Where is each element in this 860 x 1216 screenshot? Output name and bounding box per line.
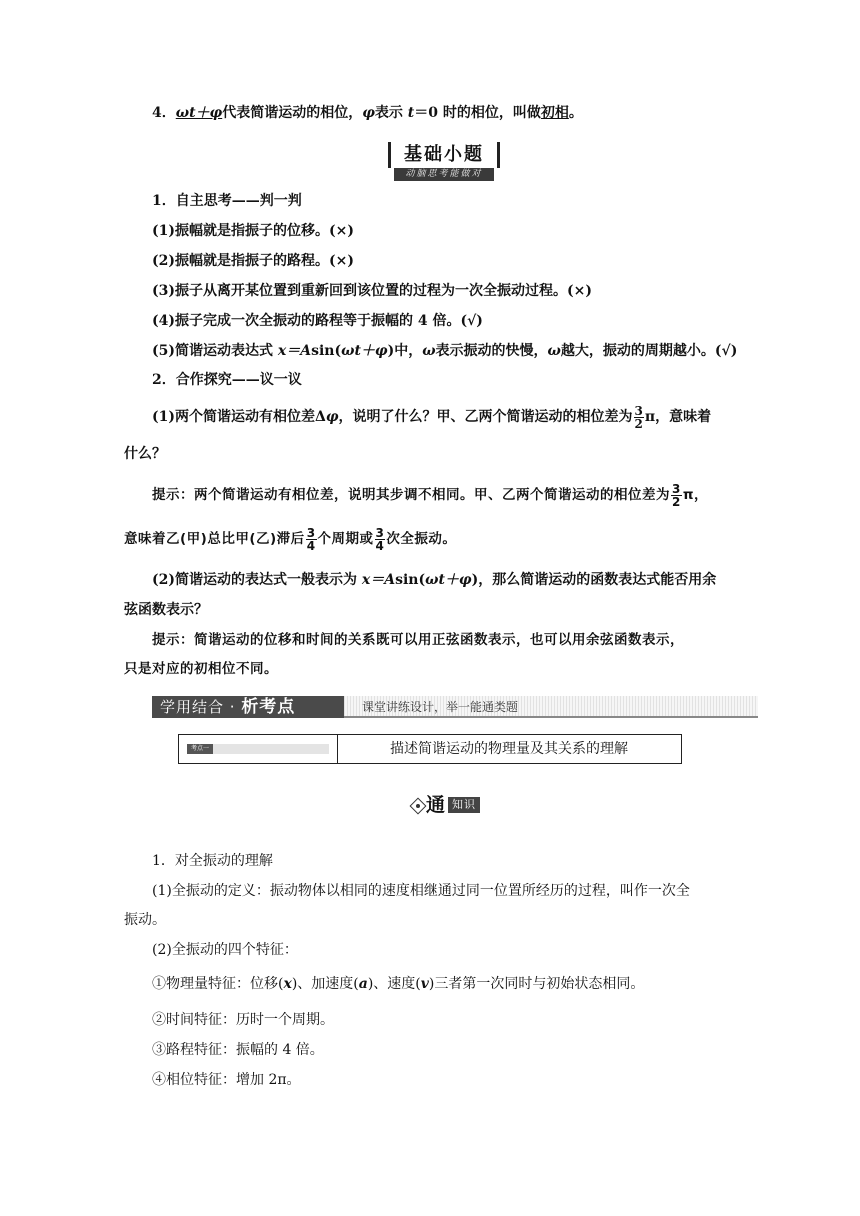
section-banner-title	[152, 696, 344, 718]
banner-title: 基础小题	[388, 142, 500, 168]
topic-tag: 考点一	[187, 744, 213, 754]
badge-small-text: 知识	[448, 797, 480, 813]
feature-4: ④相位特征：增加 2π。	[152, 1072, 301, 1088]
x-symbol: x	[283, 976, 292, 992]
judge-item: (2)振幅就是指振子的路程。(×)	[152, 253, 354, 269]
hint-label: 提示：	[152, 632, 194, 648]
fraction-3-over-2	[634, 405, 644, 430]
formula-part: x＝A	[361, 572, 396, 588]
fraction-numerator: 3	[672, 481, 681, 496]
text-span: (5)简谐运动表达式	[152, 343, 278, 359]
knowledge-heading: 1．对全振动的理解	[152, 853, 273, 869]
v-symbol: v	[420, 976, 429, 992]
section-banner	[152, 696, 758, 718]
text-span: )三者第一次同时与初始状态相同。	[428, 976, 645, 992]
formula-part: x＝A	[277, 343, 312, 359]
phi-symbol: φ	[362, 105, 375, 121]
hint-1-line2	[124, 525, 456, 553]
formula-part: ωt＋φ	[341, 343, 388, 359]
phase-expression: ωt＋φ	[175, 105, 223, 121]
formula-part: sin(	[311, 343, 342, 359]
text-span: 次全振动。	[386, 531, 457, 547]
text-span: 越大，振动的周期越小。(√)	[560, 343, 738, 359]
self-think-heading: 1．自主思考——判一判	[152, 193, 302, 209]
cooperate-heading: 2．合作探究——议一议	[152, 372, 302, 388]
omega-symbol: ω	[547, 343, 561, 359]
features-heading: (2)全振动的四个特征：	[152, 942, 298, 958]
text-span: 。	[568, 105, 583, 121]
judge-item: (4)振子完成一次全振动的路程等于振幅的 4 倍。(√)	[152, 313, 483, 329]
fraction-numerator: 3	[375, 525, 385, 540]
fraction-denominator: 2	[672, 494, 681, 509]
fraction-3-over-4	[375, 527, 386, 552]
fraction-3-over-2	[671, 483, 682, 508]
dot-icon	[416, 804, 420, 808]
hint-2	[152, 630, 684, 650]
text-span: π，意味着	[644, 409, 712, 425]
section-banner-subtitle: 课堂讲练设计，举一能通类题	[344, 696, 758, 718]
text-span: 个周期或	[317, 531, 374, 547]
text-span: ，说明了什么？甲、乙两个简谐运动的相位差为	[338, 409, 633, 425]
topic-tag-bar	[213, 744, 329, 754]
fraction-denominator: 4	[306, 538, 316, 553]
text-span: (2)简谐运动的表达式一般表示为	[152, 572, 362, 588]
item-number: 4．	[152, 105, 176, 121]
formula-part: ωt＋φ	[425, 572, 472, 588]
text-span: )、加速度(	[291, 976, 359, 992]
term-initial-phase: 初相	[540, 105, 569, 121]
phi-symbol: φ	[325, 409, 339, 425]
fraction-3-over-4	[306, 527, 317, 552]
judge-item: (1)振幅就是指振子的位移。(×)	[152, 223, 354, 239]
fraction-denominator: 2	[634, 416, 643, 431]
text-span: 表示振动的快慢，	[435, 343, 548, 359]
text-span: )、速度(	[367, 976, 421, 992]
definition-line-2: 振动。	[124, 912, 166, 928]
text-span: 代表简谐运动的相位，	[222, 105, 363, 121]
banner-bold-text: 析考点	[241, 697, 296, 717]
text-span: )，那么简谐运动的函数表达式能否用余	[471, 572, 717, 588]
text-span: 两个简谐运动有相位差，说明其步调不相同。甲、乙两个简谐运动的相位差为	[194, 487, 670, 503]
text-span: 表示	[374, 105, 408, 121]
banner-subtitle: 动脑思考能做对	[394, 168, 494, 181]
topic-title: 描述简谐运动的物理量及其关系的理解	[390, 741, 628, 757]
omega-symbol: ω	[422, 343, 436, 359]
topic-box	[178, 734, 682, 764]
feature-3: ③路程特征：振幅的 4 倍。	[152, 1042, 324, 1058]
line-4-phase	[152, 103, 583, 123]
fraction-numerator: 3	[306, 525, 316, 540]
fraction-numerator: 3	[634, 403, 643, 418]
topic-tag-cell	[179, 735, 338, 763]
badge-big-char: 通	[426, 794, 446, 816]
text-span: π，	[682, 487, 709, 503]
feature-2: ②时间特征：历时一个周期。	[152, 1012, 334, 1028]
judge-item-5	[152, 341, 737, 361]
basic-questions-banner	[388, 142, 500, 182]
question-2	[152, 570, 716, 590]
text-span: 意味着乙(甲)总比甲(乙)滞后	[124, 531, 305, 547]
text-span: ①物理量特征：位移(	[152, 976, 284, 992]
fraction-denominator: 4	[375, 538, 385, 553]
a-symbol: a	[358, 976, 368, 992]
divider	[344, 716, 758, 718]
formula-part: sin(	[395, 572, 426, 588]
question-1	[152, 403, 711, 431]
judge-item: (3)振子从离开某位置到重新回到该位置的过程为一次全振动过程。(×)	[152, 283, 592, 299]
hint-2-line2: 只是对应的初相位不同。	[124, 661, 278, 677]
text-span: (1)两个简谐运动有相位差Δ	[152, 409, 326, 425]
text-span: 中，	[394, 343, 423, 359]
hint-label: 提示：	[152, 487, 194, 503]
feature-1	[152, 974, 644, 994]
question-2-line2: 弦函数表示？	[124, 602, 208, 618]
banner-light-text: 学用结合 ·	[160, 698, 242, 716]
definition-line-1: (1)全振动的定义：振动物体以相同的速度相继通过同一位置所经历的过程，叫作一次全	[152, 883, 690, 899]
text-span: ＝0 时的相位，叫做	[414, 105, 541, 121]
hint-1	[152, 481, 708, 509]
tongzhishi-badge	[412, 794, 480, 816]
question-1-line2: 什么？	[124, 446, 166, 462]
t-symbol: t	[407, 105, 415, 121]
formula-part: )	[387, 343, 395, 359]
text-span: 简谐运动的位移和时间的关系既可以用正弦函数表示，也可以用余弦函数表示，	[194, 632, 684, 648]
